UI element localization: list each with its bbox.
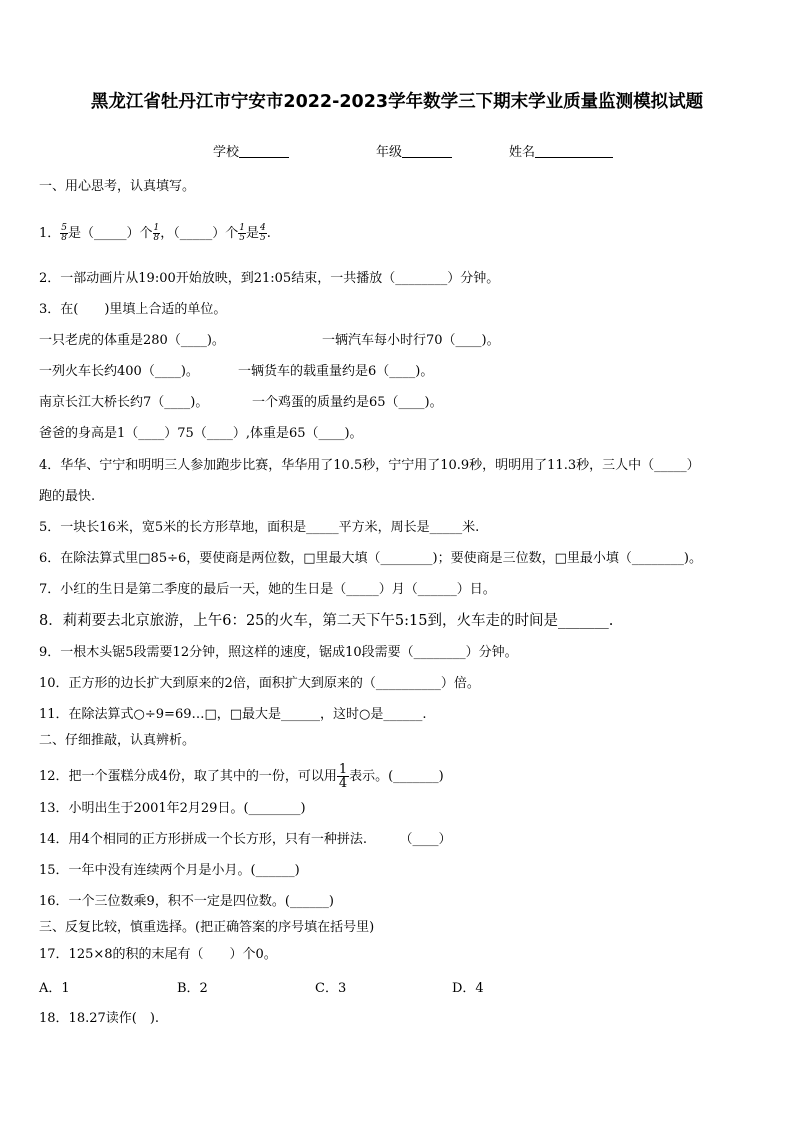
option-d[interactable]: D．4: [452, 981, 484, 996]
numerator: 5: [61, 223, 68, 233]
numerator: 1: [338, 762, 348, 777]
section-heading-1: 一、用心思考，认真填写。: [39, 179, 196, 194]
question-16: 16．一个三位数乘9，积不一定是四位数。(______): [39, 894, 334, 909]
denominator: 5: [239, 233, 246, 243]
denominator: 8: [153, 233, 160, 243]
name-field: [509, 141, 613, 160]
grade-label: 年级: [376, 145, 403, 160]
question-3-item-e: 南京长江大桥长约7（____)。: [39, 395, 209, 410]
option-a[interactable]: A．1: [39, 981, 70, 996]
question-2: 2．一部动画片从19:00开始放映，到21:05结束，一共播放（________）分钟。: [39, 271, 500, 286]
question-3-item-d: 一辆货车的载重量约是6（____)。: [238, 364, 434, 379]
question-7: 7．小红的生日是第二季度的最后一天，她的生日是（_____）月（______）日。: [39, 582, 496, 597]
question-text: .: [266, 226, 271, 241]
section-heading-3: 三、反复比较，慎重选择。(把正确答案的序号填在括号里): [39, 920, 375, 935]
name-blank: [535, 143, 613, 158]
denominator: 8: [61, 233, 68, 243]
fraction: [238, 224, 246, 243]
question-3-item-g: 爸爸的身高是1（____）75（____）,体重是65（____)。: [39, 426, 363, 441]
question-14: 14．用4个相同的正方形拼成一个长方形，只有一种拼法. （____）: [39, 832, 452, 847]
fraction: [60, 224, 68, 243]
school-field: [213, 141, 289, 160]
fraction: [259, 224, 267, 243]
question-3-item-b: 一辆汽车每小时行70（____)。: [322, 333, 500, 348]
question-4-continued: 跑的最快.: [39, 489, 96, 504]
question-17: 17．125×8的积的末尾有（ ）个0。: [39, 947, 277, 962]
page-title: 黑龙江省牡丹江市宁安市2022-2023学年数学三下期末学业质量监测模拟试题: [90, 92, 704, 112]
question-text: 是（_____）个: [68, 226, 153, 241]
question-5: 5．一块长16米，宽5米的长方形草地，面积是_____平方米，周长是_____米.: [39, 520, 480, 535]
question-11: 11．在除法算式○÷9=69…□，□最大是______，这时○是______.: [39, 707, 427, 722]
question-1: [39, 224, 271, 243]
school-label: 学校: [213, 145, 240, 160]
question-text: 表示。(_______): [349, 769, 444, 784]
question-6: 6．在除法算式里□85÷6，要使商是两位数，□里最大填（________)；要使商是三位数，□里最小填（________)。: [39, 551, 702, 566]
question-12: [39, 763, 444, 790]
section-heading-2: 二、仔细推敲，认真辨析。: [39, 733, 196, 748]
numerator: 1: [239, 223, 246, 233]
fraction: [337, 763, 349, 790]
numerator: 4: [260, 223, 266, 233]
denominator: 5: [260, 233, 266, 243]
grade-blank: [402, 143, 452, 158]
question-15: 15．一年中没有连续两个月是小月。(______): [39, 863, 300, 878]
numerator: 1: [153, 223, 160, 233]
question-3-item-c: 一列火车长约400（____)。: [39, 364, 199, 379]
question-10: 10．正方形的边长扩大到原来的2倍，面积扩大到原来的（__________）倍。: [39, 676, 480, 691]
question-13: 13．小明出生于2001年2月29日。(________): [39, 801, 306, 816]
name-label: 姓名: [509, 145, 536, 160]
option-b[interactable]: B．2: [177, 981, 208, 996]
question-number: 1．: [39, 226, 61, 241]
question-text: ，（_____）个: [160, 226, 239, 241]
school-blank: [239, 143, 289, 158]
question-3-item-a: 一只老虎的体重是280（____)。: [39, 333, 225, 348]
question-text: 12．把一个蛋糕分成4份，取了其中的一份，可以用: [39, 769, 337, 784]
question-text: 是: [246, 226, 260, 241]
grade-field: [376, 141, 452, 160]
denominator: 4: [338, 776, 348, 791]
question-9: 9．一根木头锯5段需要12分钟，照这样的速度，锯成10段需要（________）分钟。: [39, 645, 518, 660]
question-4: 4．华华、宁宁和明明三人参加跑步比赛，华华用了10.5秒，宁宁用了10.9秒，明明用了11.3秒，三人中（_____）: [39, 458, 700, 473]
question-8: 8．莉莉要去北京旅游，上午6：25的火车，第二天下午5:15到，火车走的时间是_______.: [39, 613, 614, 629]
option-c[interactable]: C．3: [315, 981, 347, 996]
question-3: 3．在( )里填上合适的单位。: [39, 302, 227, 317]
question-18: 18．18.27读作( ).: [39, 1011, 160, 1026]
question-3-item-f: 一个鸡蛋的质量约是65（____)。: [252, 395, 443, 410]
